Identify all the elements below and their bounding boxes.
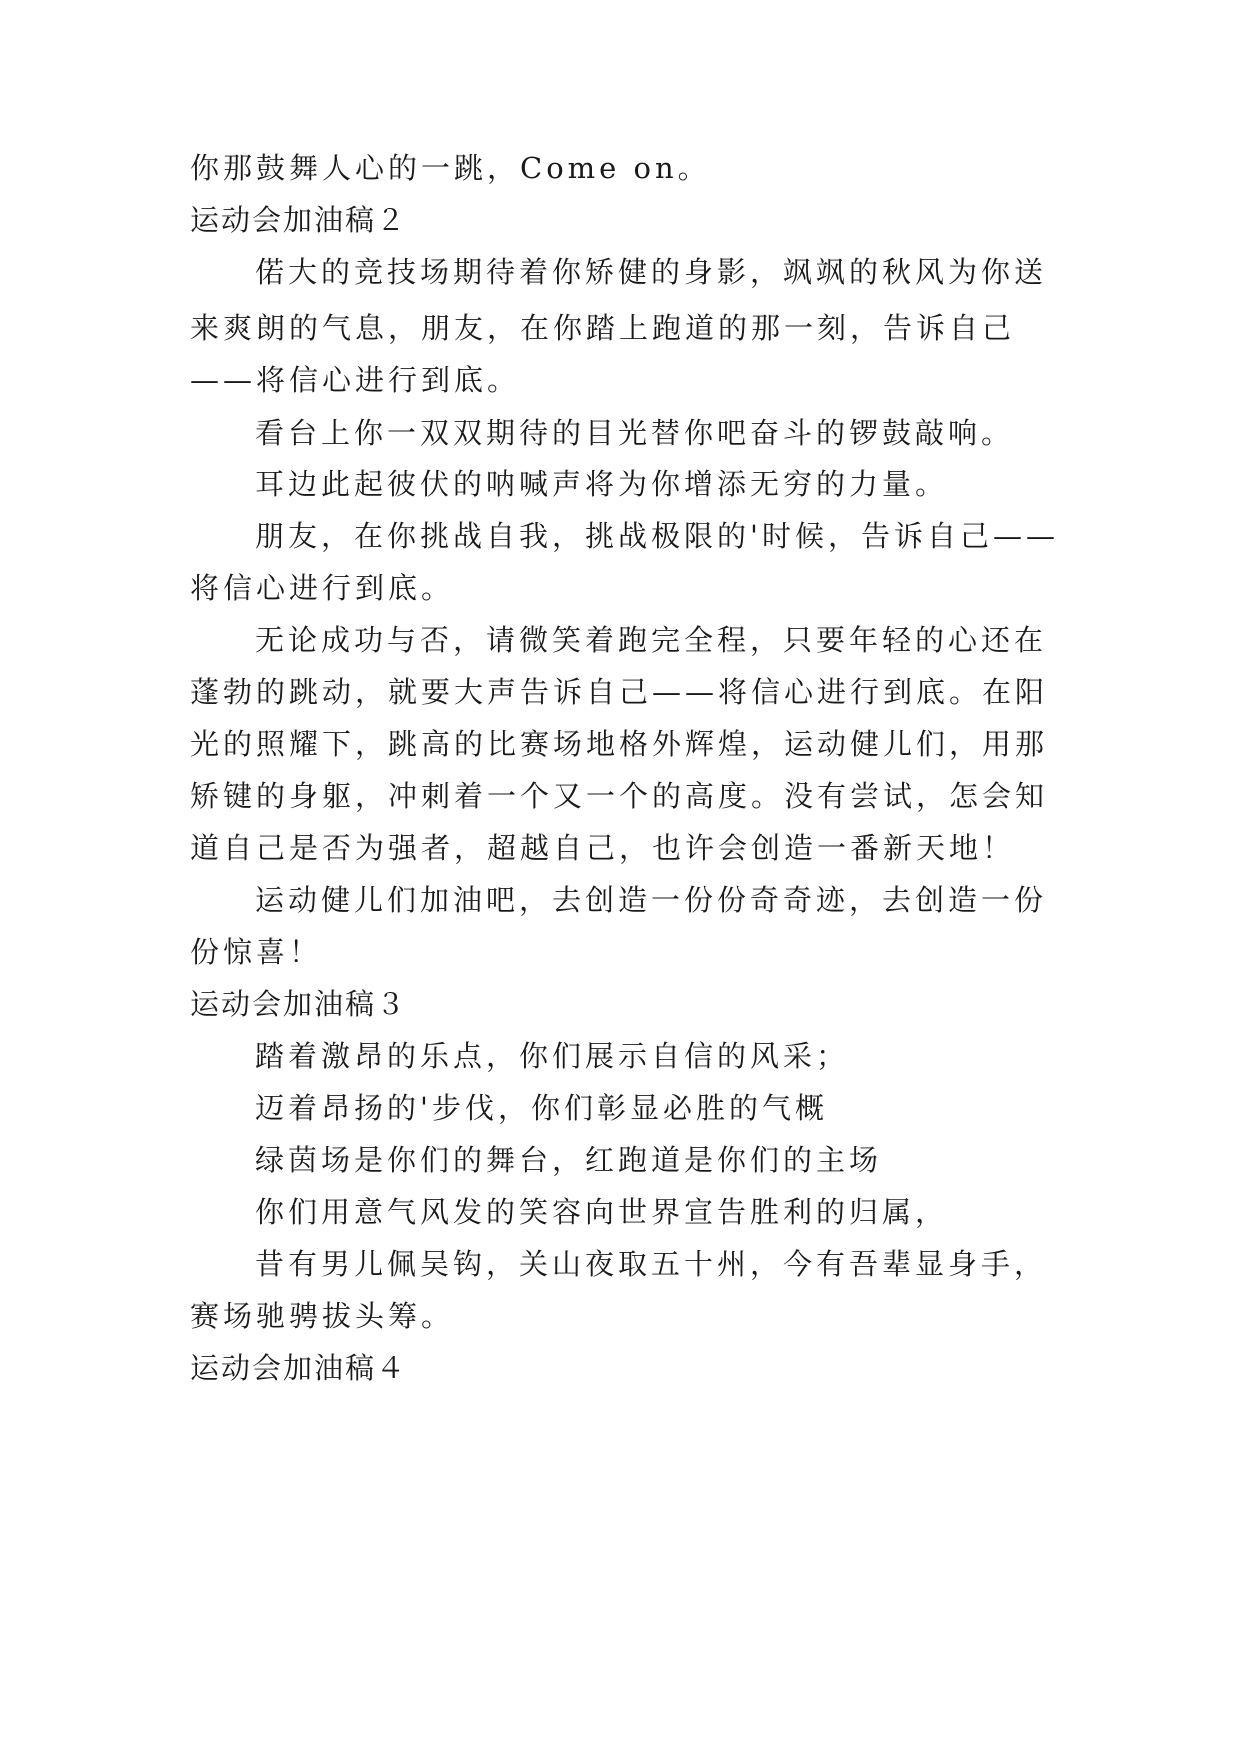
text-line: 你们用意气风发的笑容向世界宣告胜利的归属， <box>255 1195 949 1229</box>
text-line: 你那鼓舞人心的一跳，Come on。 <box>190 151 711 185</box>
text-line: 朋友，在你挑战自我，挑战极限的'时候，告诉自己—— <box>255 519 1059 553</box>
text-line: 看台上你一双双期待的目光替你吧奋斗的锣鼓敲响。 <box>255 416 1015 450</box>
text-line: ——将信心进行到底。 <box>190 363 521 397</box>
text-line: 运动健儿们加油吧，去创造一份份奇奇迹，去创造一份 <box>255 883 1048 917</box>
text-line: 道自己是否为强者，超越自己，也许会创造一番新天地！ <box>190 831 1016 865</box>
text-line: 耳边此起彼伏的呐喊声将为你增添无穷的力量。 <box>255 467 949 501</box>
text-line: 赛场驰骋拔头筹。 <box>190 1299 455 1333</box>
text-line: 将信心进行到底。 <box>190 571 455 605</box>
text-line: 矫键的身躯，冲刺着一个又一个的高度。没有尝试，怎会知 <box>190 779 1049 813</box>
section-heading: 运动会加油稿３ <box>190 987 408 1021</box>
text-line: 蓬勃的跳动，就要大声告诉自己——将信心进行到底。在阳 <box>190 675 1049 709</box>
text-line: 踏着激昂的乐点，你们展示自信的风采； <box>255 1039 850 1073</box>
text-line: 偌大的竞技场期待着你矫健的身影，飒飒的秋风为你送 <box>255 255 1048 289</box>
section-heading: 运动会加油稿４ <box>190 1351 408 1385</box>
text-line: 绿茵场是你们的舞台，红跑道是你们的主场 <box>255 1143 883 1177</box>
text-line: 迈着昂扬的'步伐，你们彰显必胜的气概 <box>255 1091 828 1125</box>
text-line: 无论成功与否，请微笑着跑完全程，只要年轻的心还在 <box>255 623 1048 657</box>
text-line: 昔有男儿佩吴钩，关山夜取五十州，今有吾辈显身手， <box>255 1247 1048 1281</box>
text-line: 来爽朗的气息，朋友，在你踏上跑道的那一刻，告诉自己 <box>190 311 1016 345</box>
text-line: 份惊喜！ <box>190 935 323 969</box>
section-heading: 运动会加油稿２ <box>190 203 408 237</box>
text-line: 光的照耀下，跳高的比赛场地格外辉煌，运动健儿们，用那 <box>190 727 1049 761</box>
